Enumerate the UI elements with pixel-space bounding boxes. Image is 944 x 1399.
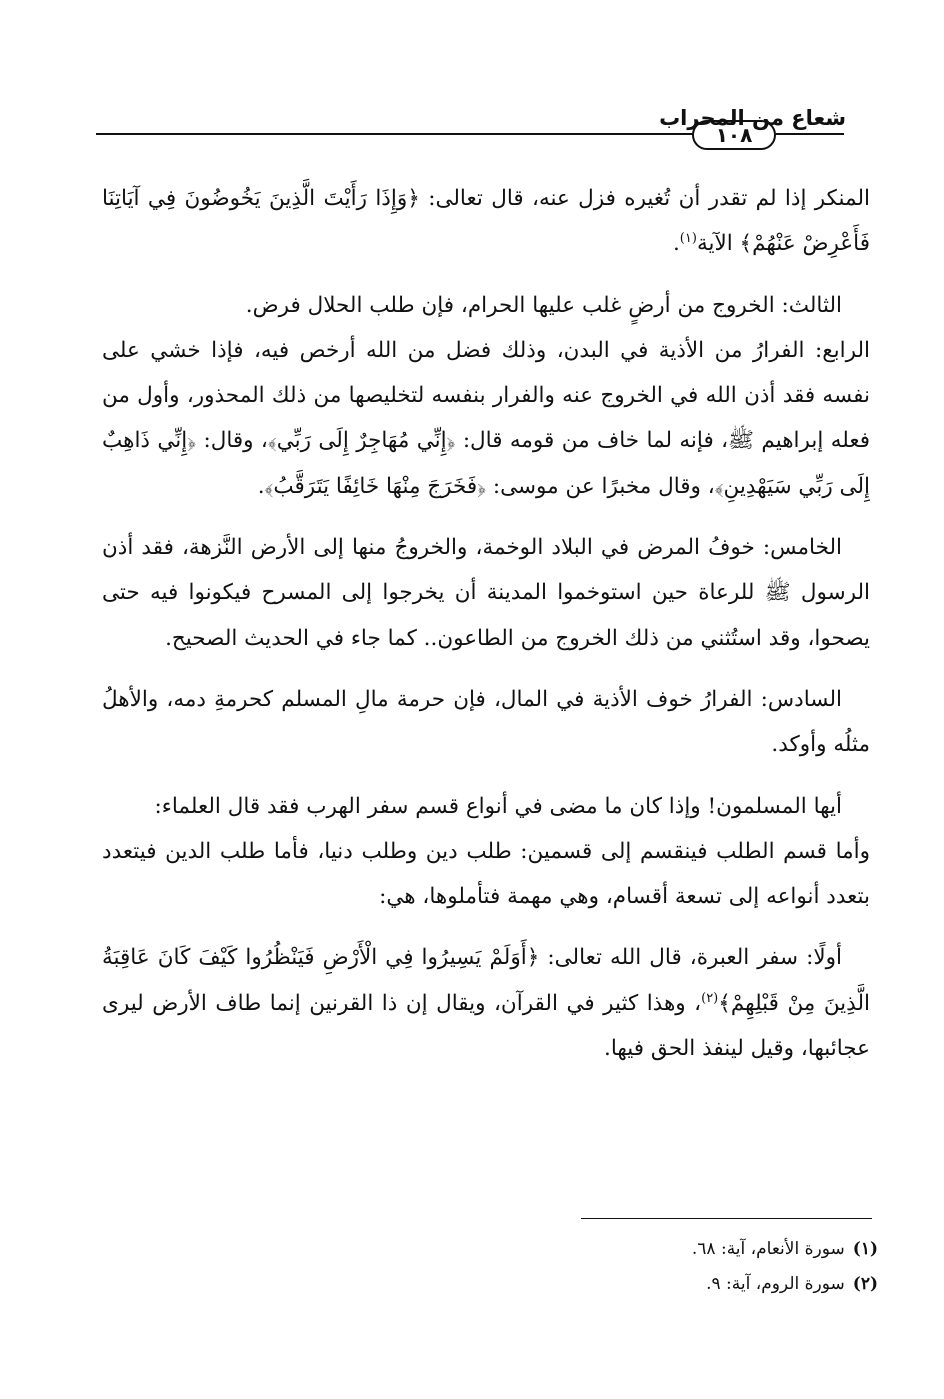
paragraph: المنكر إذا لم تقدر أن تُغيره فزل عنه، قال تعالى: ﴿وَإِذَا رَأَيْتَ الَّذِينَ يَخُوضُونَ فِي آيَاتِنَا فَأَعْرِضْ عَنْهُمْ﴾ الآية$^{(١)}$. xyxy=(102,186,870,257)
footnote-text: سورة الأنعام، آية: ٦٨. xyxy=(691,1239,845,1259)
paragraph: الرابع: الفرارُ من الأذية في البدن، وذلك فضل من الله أرخص فيه، فإذا خشي على نفسه فقد أذن الله في الخروج عنه والفرار بنفسه لتخليصها من ذلك المحذور، وأول من فعله إبراهيم ﷺ، فإنه لما خاف من قومه قال: ﴿إِنِّي مُهَاجِرٌ إِلَى رَبِّي﴾، وقال: ﴿إِنِّي ذَاهِبٌ إِلَى رَبِّي سَيَهْدِينِ﴾، وقال مخبرًا عن موسى: ﴿فَخَرَجَ مِنْهَا خَائِفًا يَتَرَقَّبُ﴾. xyxy=(102,337,870,499)
footnote-ref-1: (١) xyxy=(679,231,697,247)
running-title: شعاع من المحراب xyxy=(659,106,846,130)
footnote-text: سورة الروم، آية: ٩. xyxy=(706,1274,845,1294)
footnote-2 xyxy=(118,1267,878,1302)
header-rule-left xyxy=(96,133,694,135)
footnotes xyxy=(118,1232,878,1302)
paragraph: السادس: الفرارُ خوف الأذية في المال، فإن حرمة مالِ المسلم كحرمةِ دمه، والأهلُ مثلُه وأوكد. xyxy=(102,686,870,758)
footnote-1 xyxy=(118,1232,878,1267)
footnote-number: (١) xyxy=(852,1239,878,1259)
paragraph: الثالث: الخروج من أرضٍ غلب عليها الحرام، فإن طلب الحلال فرض. xyxy=(245,292,842,318)
footnote-separator xyxy=(581,1218,872,1219)
paragraph: أولًا: سفر العبرة، قال الله تعالى: ﴿أَوَلَمْ يَسِيرُوا فِي الْأَرْضِ فَيَنْظُرُوا كَيْفَ كَانَ عَاقِبَةُ الَّذِينَ مِنْ قَبْلِهِمْ﴾$^{(٢)}$، وهذا كثير في القرآن، ويقال إن ذا القرنين إنما طاف الأرض ليرى عجائبها، وقيل لينفذ الحق فيها. xyxy=(102,945,870,1062)
footnote-ref-2: (٢) xyxy=(701,990,719,1006)
page-number: ١٠٨ xyxy=(692,120,776,150)
body-text xyxy=(102,176,870,1071)
paragraph: وأما قسم الطلب فينقسم إلى قسمين: طلب دين وطلب دنيا، فأما طلب الدين فيتعدد بتعدد أنواعه إلى تسعة أقسام، وهي مهمة فتأملوها، هي: xyxy=(102,838,870,910)
paragraph: الخامس: خوفُ المرض في البلاد الوخمة، والخروجُ منها إلى الأرض النَّزهة، فقد أذن الرسول ﷺ للرعاة حين استوخموا المدينة أن يخرجوا إلى المسرح فيكونوا فيه حتى يصحوا، وقد استُثني من ذلك الخروج من الطاعون.. كما جاء في الحديث الصحيح. xyxy=(102,535,870,651)
header-rule-right xyxy=(776,133,844,135)
paragraph: أيها المسلمون! وإذا كان ما مضى في أنواع قسم سفر الهرب فقد قال العلماء: xyxy=(154,793,842,819)
footnote-number: (٢) xyxy=(852,1274,878,1294)
